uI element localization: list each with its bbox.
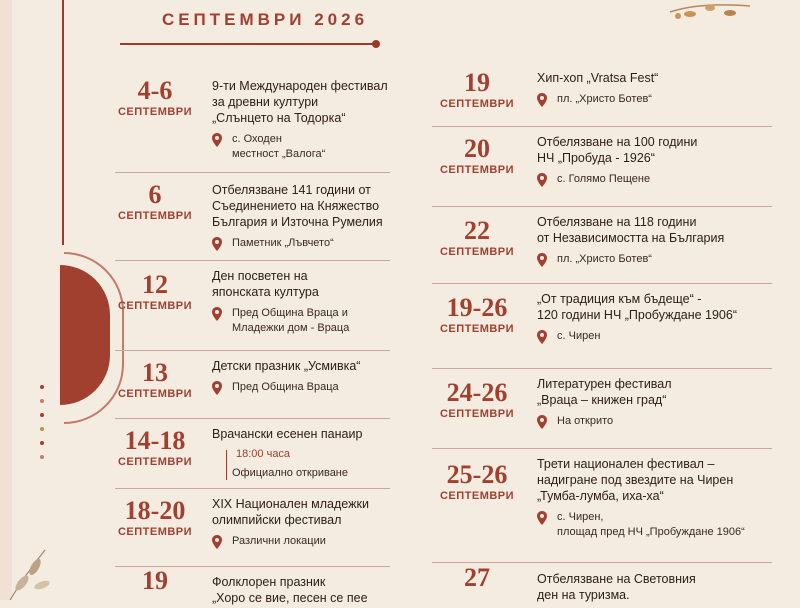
event-date-number: 22 [464,216,490,245]
event-title-line: Детски празник „Усмивка“ [212,359,361,373]
event-title-line: надигране под звездите на Чирен [537,473,734,487]
event-title-line: Отбелязване на 118 години [537,215,697,229]
event-title-line: Отбелязване 141 години от [212,183,371,197]
event-title [212,426,390,442]
event-date-number: 14-18 [124,426,186,455]
event-date-month: СЕПТЕМВРИ [117,526,193,538]
event-title [537,456,772,504]
event-title [212,574,390,606]
event-title [212,268,390,300]
event-date-month: СЕПТЕМВРИ [439,164,515,176]
event-title [212,358,390,374]
location-pin-icon [537,511,547,525]
event-title [537,291,772,323]
event-item [115,72,390,173]
event-location-line: пл. „Христо Ботев“ [557,93,652,105]
event-location-line: с. Чирен, [557,511,604,523]
event-item [432,565,772,600]
event-date-number: 24-26 [446,378,508,407]
location-pin-icon [212,381,222,395]
event-title-line: японската култура [212,285,319,299]
event-date [115,428,195,468]
event-location-line: Паметник „Лъвчето“ [232,237,334,249]
location-pin-icon [537,253,547,267]
event-location [557,172,772,187]
event-date-month: СЕПТЕМВРИ [439,323,515,335]
event-title-line: Врачански есенен панаир [212,427,363,441]
event-date [432,462,522,502]
event-location-line: На открито [557,415,614,427]
event-title [212,182,390,230]
event-date [115,182,195,222]
title-underline-dot [372,40,380,48]
event-location [557,252,772,267]
event-title-line: „Слънцето на Тодорка“ [212,111,346,125]
event-item [432,370,772,449]
event-title-line: Фолклорен празник [212,575,326,589]
event-location-line: Младежки дом - Враца [232,322,350,334]
event-title-line: „Тумба-лумба, иха-ха“ [537,489,664,503]
event-location [557,414,772,429]
event-title-line: за древни култури [212,95,319,109]
event-date [432,70,522,110]
event-title [537,134,772,166]
event-title [537,571,772,603]
event-title-line: олимпийски фестивал [212,513,342,527]
page-title: СЕПТЕМВРИ 2026 [161,10,369,29]
event-title-line: „Враца – книжен град“ [537,393,667,407]
event-item [432,64,772,127]
event-title-line: 9-ти Международен фестивал [212,79,388,93]
event-item [115,262,390,351]
event-location-line: с. Голямо Пещене [557,173,651,185]
left-band [0,0,12,600]
event-date-month: СЕПТЕМВРИ [117,300,193,312]
event-location [232,534,390,549]
location-pin-icon [212,535,222,549]
event-title-line: Отбелязване на 100 години [537,135,698,149]
event-date [115,568,195,594]
event-date-number: 27 [464,563,490,592]
event-item [115,176,390,261]
event-title-line: 120 години НЧ „Пробуждане 1906“ [537,308,737,322]
title-underline [120,43,375,45]
event-title [537,376,772,408]
event-date [115,360,195,400]
event-date-number: 13 [142,358,168,387]
event-date [432,218,522,258]
event-date-number: 20 [464,134,490,163]
event-date [432,380,522,420]
leaf-ornament-icon [0,545,70,600]
location-pin-icon [537,173,547,187]
location-pin-icon [212,307,222,321]
event-date-month: СЕПТЕМВРИ [117,456,193,468]
event-date [115,272,195,312]
event-date [432,136,522,176]
event-title-line: Трети национален фестивал – [537,457,715,471]
event-location [232,466,390,481]
event-location-line: местност „Валога“ [232,148,326,160]
event-location-line: Официално откриване [232,467,348,479]
event-item [432,128,772,207]
location-pin-icon [537,330,547,344]
event-item [115,420,390,489]
location-pin-icon [212,133,222,147]
event-location [232,380,390,395]
event-location-line: пл. „Христо Ботев“ [557,253,652,265]
location-pin-icon [212,237,222,251]
event-title-line: ден на туризма. [537,588,630,602]
event-title [212,496,390,528]
event-location [232,306,390,336]
event-date [432,565,522,591]
event-date-number: 19 [142,566,168,595]
event-date-month: СЕПТЕМВРИ [439,98,515,110]
time-divider [226,450,227,480]
event-date-month: СЕПТЕМВРИ [117,210,193,222]
event-date-month: СЕПТЕМВРИ [439,408,515,420]
event-date-number: 18-20 [124,496,186,525]
event-date-number: 6 [148,180,162,209]
event-location [557,92,772,107]
event-title-line: XIX Национален младежки [212,497,369,511]
event-location-line: Пред Община Враца [232,381,339,393]
event-title-line: Литературен фестивал [537,377,672,391]
event-location [557,329,772,344]
event-title-line: „Хоро се вие, песен се пее [212,591,368,605]
decorative-vertical-rule [62,0,64,245]
decorative-dots [40,385,44,469]
event-title-line: Съединението на Княжество [212,199,380,213]
event-title-line: България и Източна Румелия [212,215,383,229]
event-title [212,78,390,126]
event-title-line: НЧ „Пробуда - 1926“ [537,151,655,165]
event-date-number: 19-26 [446,293,508,322]
event-item [432,285,772,369]
event-title [537,214,772,246]
event-title-line: Хип-хоп „Vratsa Fest“ [537,71,659,85]
event-item [432,208,772,284]
event-date-month: СЕПТЕМВРИ [439,246,515,258]
event-time: 18:00 часа [236,448,291,460]
event-location-line: Пред Община Враца и [232,307,348,319]
event-date-number: 19 [464,68,490,97]
event-title-line: от Независимостта на България [537,231,725,245]
event-date [115,498,195,538]
event-location [232,132,390,162]
location-pin-icon [537,415,547,429]
event-title-line: Отбелязване на Световния [537,572,696,586]
event-date-number: 25-26 [446,460,508,489]
event-date-number: 4-6 [137,76,173,105]
event-date [115,78,195,118]
event-location [232,236,390,251]
event-location-line: площад пред НЧ „Пробуждане 1906“ [557,526,745,538]
event-title [537,70,772,86]
leaf-ornament-icon [660,0,760,30]
event-date [432,295,522,335]
location-pin-icon [537,93,547,107]
event-location [557,510,772,540]
event-item [115,568,390,608]
event-date-month: СЕПТЕМВРИ [117,388,193,400]
event-item [115,352,390,419]
event-date-month: СЕПТЕМВРИ [117,106,193,118]
event-title-line: „От традиция към бъдеще“ - [537,292,702,306]
event-item [432,450,772,563]
event-date-month: СЕПТЕМВРИ [439,490,515,502]
event-location-line: с. Оходен [232,133,282,145]
event-location-line: Различни локации [232,535,326,547]
event-item [115,490,390,567]
event-location-line: с. Чирен [557,330,601,342]
event-title-line: Ден посветен на [212,269,308,283]
event-date-number: 12 [142,270,168,299]
